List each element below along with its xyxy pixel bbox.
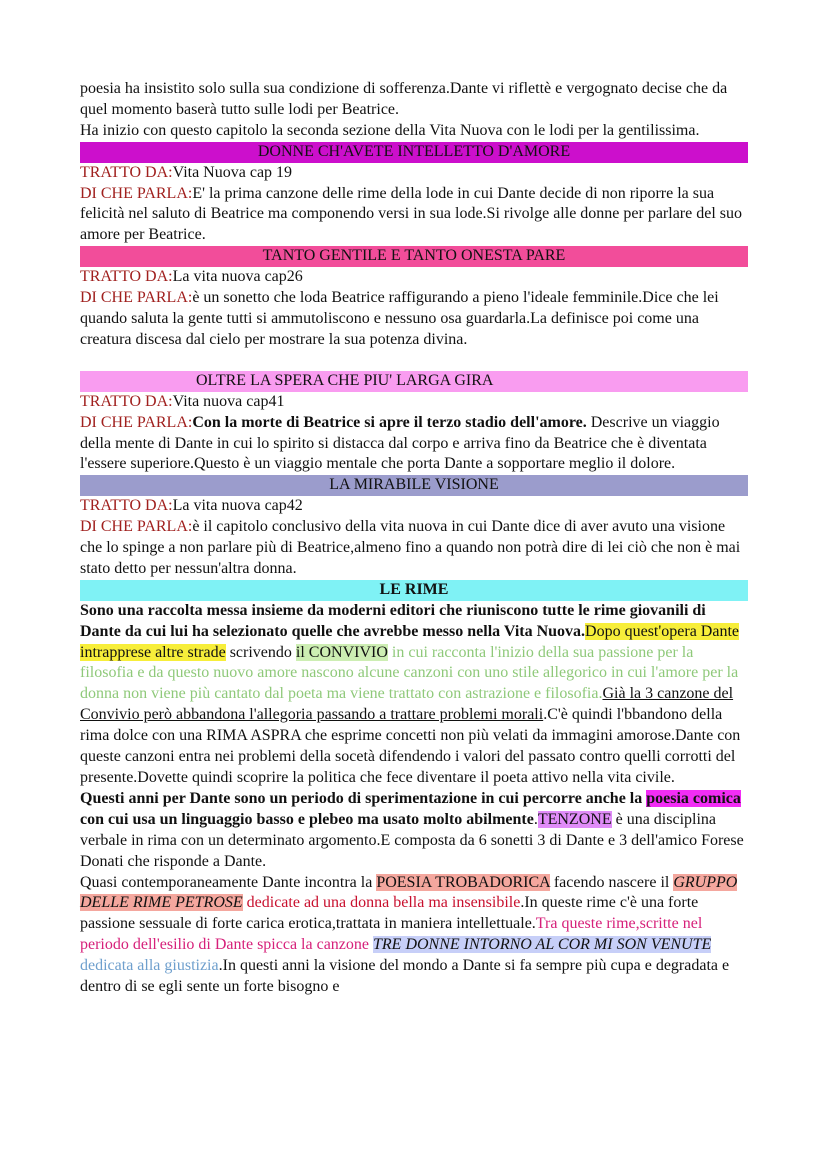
parla-label: DI CHE PARLA: (80, 184, 193, 202)
text-bold: Questi anni per Dante sono un periodo di sperimentazione in cui percorre anche la (80, 789, 647, 807)
parla-text: è un sonetto che loda Beatrice raffigurando a pieno l'ideale femminile.Dice che lei quando saluta la gente tutti si ammutoliscono e nessuno osa guardarla.La definisce poi come una creatura discesa dal cielo per mostrare la sua potenza divina. (80, 289, 719, 348)
text-pink: Tra queste rime,scritte nel periodo dell'esilio di Dante spicca la canzone (80, 915, 703, 954)
text-plain: facendo nascere il (549, 873, 674, 891)
rime-petrose-highlight: GRUPPO DELLE RIME PETROSE (80, 873, 738, 912)
parla-label: DI CHE PARLA: (80, 518, 193, 536)
section-title-oltre: OLTRE LA SPERA CHE PIU' LARGA GIRA (80, 371, 748, 392)
section-title-visione: LA MIRABILE VISIONE (80, 475, 748, 496)
trobadorica-highlight: POESIA TROBADORICA (376, 873, 550, 891)
tratto-line (80, 163, 748, 184)
text-blue: dedicata alla giustizia (80, 957, 219, 975)
text-plain: .In questi anni la visione del mondo a Dante si fa sempre più cupa e degradata e dentro di se egli sente un forte bisogno e (80, 957, 730, 996)
tratto-label: TRATTO DA: (80, 392, 173, 410)
parla-label: DI CHE PARLA: (80, 413, 193, 431)
parla-bold-text: Con la morte di Beatrice si apre il terzo stadio dell'amore. (192, 413, 587, 431)
text-plain: scrivendo (225, 643, 296, 661)
section-title-donne: DONNE CH'AVETE INTELLETTO D'AMORE (80, 142, 748, 163)
parla-paragraph (80, 413, 748, 476)
text-red: dedicate ad una donna bella ma insensibile (242, 894, 521, 912)
rime-paragraph-1 (80, 601, 748, 789)
poesia-comica-highlight: poesia comica (646, 789, 741, 807)
parla-text: Descrive un viaggio della mente di Dante in cui lo spirito si distacca dal corpo e arriva fino da Beatrice che è diventata l'essere superiore.Questo è un viaggio mentale che porta Dante a sopportare meglio il dolore. (80, 413, 720, 473)
parla-text: è il capitolo conclusivo della vita nuova in cui Dante dice di aver avuto una visione che lo spinge a non parlare più di Beatrice,almeno fino a quando non potrà dire di lei ciò che non è mai stato detto per nessun'altra donna. (80, 518, 741, 577)
document-page (80, 79, 748, 998)
section-title-tanto: TANTO GENTILE E TANTO ONESTA PARE (80, 246, 748, 267)
convivio-highlight: il CONVIVIO (295, 643, 388, 661)
tratto-label: TRATTO DA: (80, 497, 173, 515)
tratto-label: TRATTO DA: (80, 268, 173, 286)
tratto-value: Vita nuova cap41 (172, 392, 285, 410)
text-plain: . (533, 810, 538, 828)
highlight-yellow: Dopo quest'opera Dante intrapprese altre strade (80, 622, 739, 661)
rime-paragraph-3 (80, 873, 748, 998)
text-plain: è una disciplina verbale in rima con un determinato argomento.E composta da 6 sonetti 3 di Dante e 3 dell'amico Forese Donati che risponde a Dante. (80, 810, 744, 870)
tratto-value: La vita nuova cap26 (172, 268, 303, 286)
text-bold: con cui usa un linguaggio basso e plebeo ma usato molto abilmente (80, 810, 534, 828)
rime-paragraph-2 (80, 789, 748, 873)
tratto-value: Vita Nuova cap 19 (172, 163, 293, 181)
tratto-line (80, 392, 748, 413)
tratto-line (80, 267, 748, 288)
spacer (80, 351, 748, 371)
tenzone-highlight: TENZONE (537, 810, 612, 828)
intro-paragraph-2: Ha inizio con questo capitolo la seconda sezione della Vita Nuova con le lodi per la gentilissima. (80, 121, 700, 139)
parla-text: E' la prima canzone delle rime della lode in cui Dante decide di non riporre la sua felicità nel saluto di Beatrice ma componendo versi in sua lode.Si rivolge alle donne per parlare del suo amore per Beatrice. (80, 184, 743, 244)
parla-paragraph (80, 184, 748, 247)
parla-paragraph (80, 517, 748, 580)
tratto-value: La vita nuova cap42 (172, 497, 303, 515)
section-title-rime: LE RIME (80, 580, 748, 601)
rime-intro-bold: Sono una raccolta messa insieme da moderni editori che riuniscono tutte le rime giovanili di Dante da cui lui ha selezionato quelle che avrebbe messo nella Vita Nuova. (80, 601, 706, 640)
parla-label: DI CHE PARLA: (80, 289, 193, 307)
parla-paragraph (80, 288, 748, 351)
text-plain: Quasi contemporaneamente Dante incontra la (80, 873, 377, 891)
tratto-line (80, 496, 748, 517)
text-plain: .In queste rime c'è una forte passione sessuale di forte carica erotica,trattata in maniera intellettuale. (80, 894, 699, 933)
tratto-label: TRATTO DA: (80, 163, 173, 181)
text-green: in cui racconta l'inizio della sua passione per la filosofia e da questo nuovo amore nascono alcune canzoni con uno stile allegorico in cui l'amore per la donna non viene più cantato dal poeta ma viene trattato con astrazione e filosofia. (80, 643, 739, 703)
text-underlined: Già la 3 canzone del Convivio però abbandona l'allegoria passando a trattare problemi morali (80, 685, 734, 724)
tre-donne-highlight: TRE DONNE INTORNO AL COR MI SON VENUTE (373, 936, 712, 954)
text-plain: .C'è quindi l'bbandono della rima dolce con una RIMA ASPRA che esprime concetti non più velati da immagini amorose.Dante con queste canzoni entra nei problemi della socetà difendendo i valori del passato contro quelli corrotti del presente.Dovette quindi scoprire la politica che fece diventare il poeta attivo nella vita civile. (80, 706, 741, 786)
intro-paragraph: poesia ha insistito solo sulla sua condizione di sofferenza.Dante vi riflettè e vergognato decise che da quel momento baserà tutto sulle lodi per Beatrice. (80, 80, 728, 118)
